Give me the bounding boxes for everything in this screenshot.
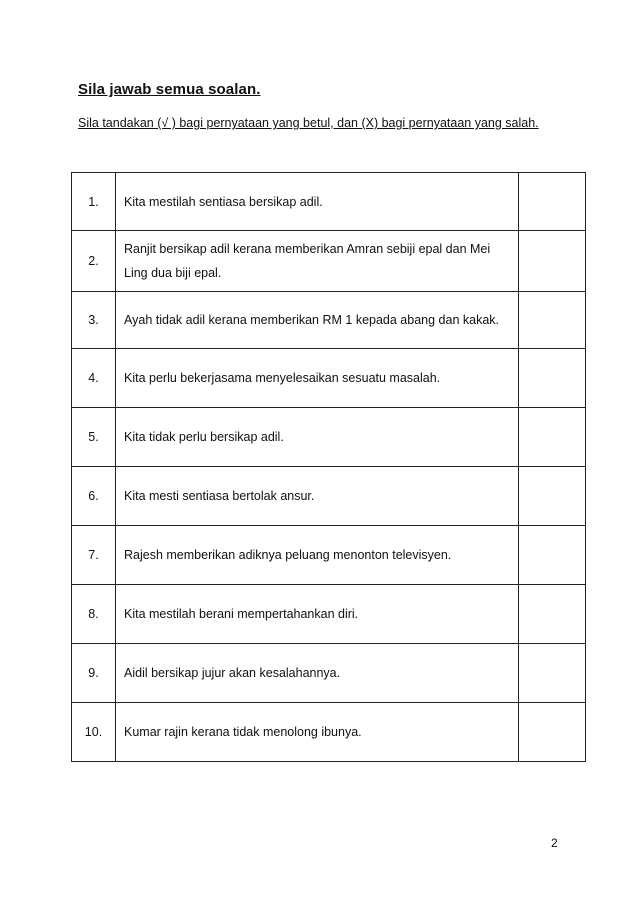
- question-statement: Ranjit bersikap adil kerana memberikan Amran sebiji epal dan Mei Ling dua biji epal.: [116, 231, 519, 292]
- question-number: 10.: [72, 703, 116, 762]
- answer-box[interactable]: [519, 349, 586, 408]
- question-number: 8.: [72, 585, 116, 644]
- page-heading: Sila jawab semua soalan.: [78, 81, 261, 98]
- question-number: 2.: [72, 231, 116, 292]
- question-statement: Kita mesti sentiasa bertolak ansur.: [116, 467, 519, 526]
- answer-box[interactable]: [519, 173, 586, 231]
- answer-box[interactable]: [519, 231, 586, 292]
- answer-box[interactable]: [519, 467, 586, 526]
- question-number: 5.: [72, 408, 116, 467]
- instruction-text: Sila tandakan (√ ) bagi pernyataan yang betul, dan (X) bagi pernyataan yang salah.: [78, 116, 539, 130]
- answer-box[interactable]: [519, 585, 586, 644]
- question-number: 4.: [72, 349, 116, 408]
- question-statement: Kumar rajin kerana tidak menolong ibunya.: [116, 703, 519, 762]
- question-number: 9.: [72, 644, 116, 703]
- question-number: 7.: [72, 526, 116, 585]
- table-row: [72, 467, 586, 526]
- table-row: [72, 292, 586, 349]
- question-statement: Kita mestilah berani mempertahankan diri.: [116, 585, 519, 644]
- question-number: 6.: [72, 467, 116, 526]
- answer-box[interactable]: [519, 292, 586, 349]
- answer-box[interactable]: [519, 644, 586, 703]
- question-statement: Aidil bersikap jujur akan kesalahannya.: [116, 644, 519, 703]
- answer-box[interactable]: [519, 408, 586, 467]
- question-statement: Kita tidak perlu bersikap adil.: [116, 408, 519, 467]
- table-row: [72, 408, 586, 467]
- question-statement: Rajesh memberikan adiknya peluang menonton televisyen.: [116, 526, 519, 585]
- question-number: 3.: [72, 292, 116, 349]
- table-row: [72, 526, 586, 585]
- table-row: [72, 173, 586, 231]
- answer-box[interactable]: [519, 703, 586, 762]
- table-row: [72, 644, 586, 703]
- question-table: [71, 172, 586, 762]
- table-row: [72, 349, 586, 408]
- question-number: 1.: [72, 173, 116, 231]
- page-number: 2: [551, 836, 558, 850]
- question-statement: Ayah tidak adil kerana memberikan RM 1 kepada abang dan kakak.: [116, 292, 519, 349]
- table-row: [72, 231, 586, 292]
- question-statement: Kita perlu bekerjasama menyelesaikan sesuatu masalah.: [116, 349, 519, 408]
- question-statement: Kita mestilah sentiasa bersikap adil.: [116, 173, 519, 231]
- answer-box[interactable]: [519, 526, 586, 585]
- table-row: [72, 585, 586, 644]
- table-row: [72, 703, 586, 762]
